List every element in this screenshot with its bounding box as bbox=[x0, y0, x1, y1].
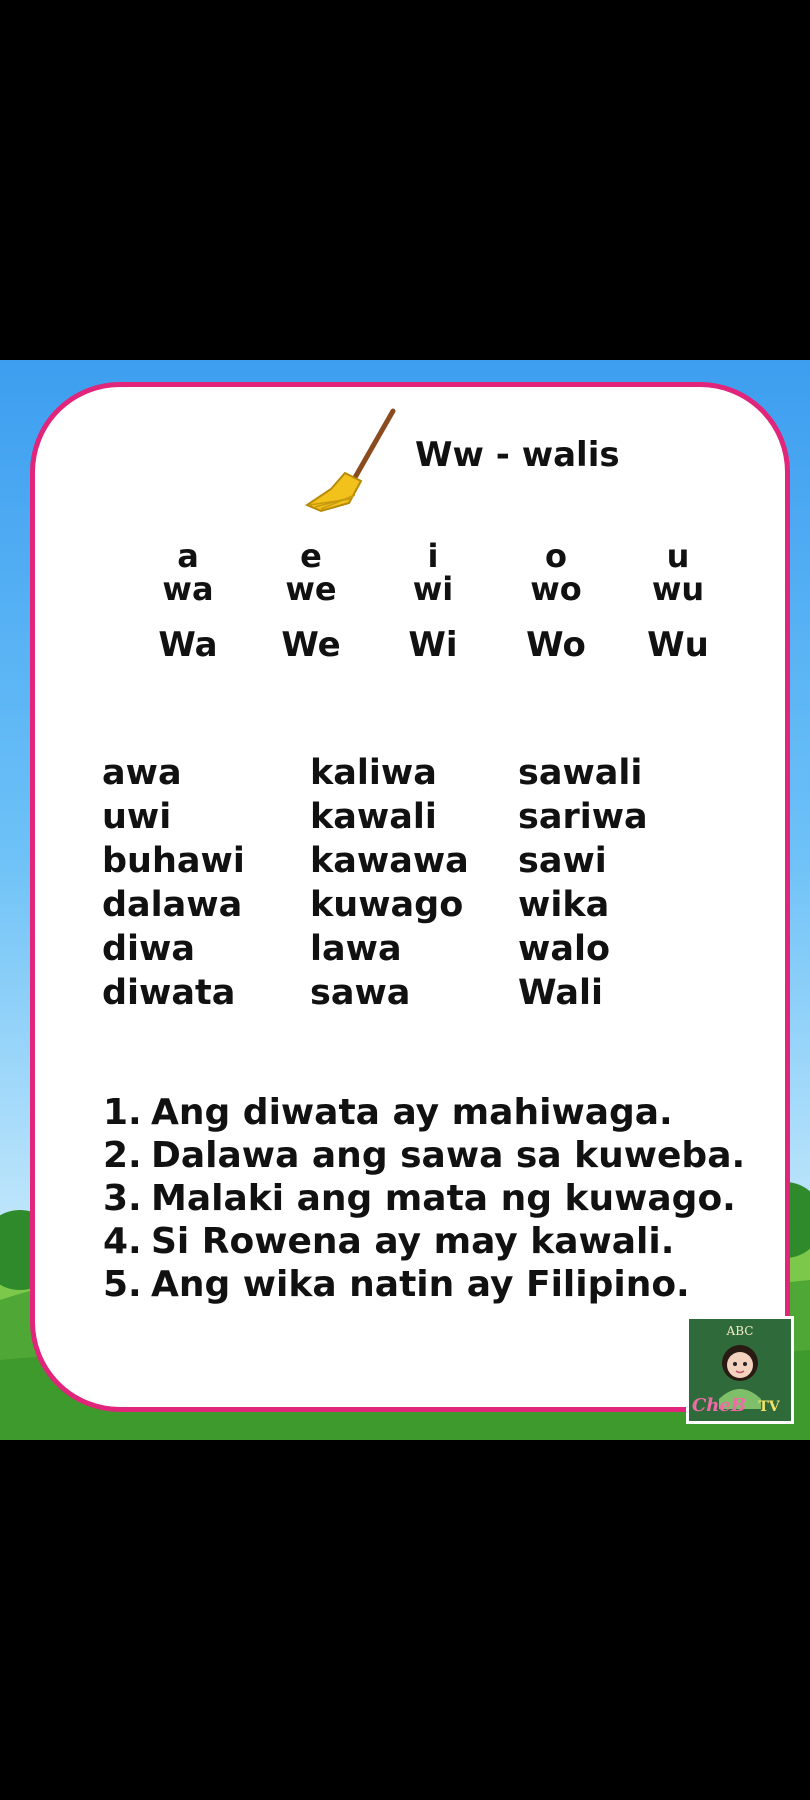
sentence-item bbox=[103, 1221, 674, 1262]
syllable-wo: wo bbox=[530, 570, 582, 608]
syllable-Wo: Wo bbox=[526, 625, 586, 665]
word-item: kawali bbox=[310, 797, 437, 837]
sentence-text: Dalawa ang sawa sa kuweba. bbox=[151, 1135, 746, 1176]
syllable-wu: wu bbox=[651, 570, 705, 608]
logo-abc: ABC bbox=[726, 1324, 754, 1338]
sentence-text: Ang diwata ay mahiwaga. bbox=[151, 1092, 673, 1133]
vowel-o: o bbox=[545, 537, 567, 575]
word-item: Wali bbox=[518, 973, 603, 1013]
syllable-wa: wa bbox=[162, 570, 214, 608]
syllable-wi: wi bbox=[412, 570, 454, 608]
sentence-item bbox=[103, 1092, 673, 1133]
word-item: uwi bbox=[102, 797, 172, 837]
page-title: Ww - walis bbox=[415, 435, 620, 475]
sentence-item bbox=[103, 1264, 690, 1305]
syllable-Wa: Wa bbox=[158, 625, 218, 665]
word-item: lawa bbox=[310, 929, 402, 969]
word-item: wika bbox=[518, 885, 610, 925]
syllable-Wu: Wu bbox=[647, 625, 709, 665]
lesson-card bbox=[30, 382, 790, 1412]
word-item: dalawa bbox=[102, 885, 243, 925]
sentence-number: 5. bbox=[103, 1264, 142, 1305]
sentence-item bbox=[103, 1135, 745, 1176]
logo-graphic bbox=[689, 1319, 791, 1421]
title-row bbox=[35, 387, 785, 537]
syllable-we: we bbox=[285, 570, 337, 608]
vowel-u: u bbox=[666, 537, 690, 575]
logo-tv: TV bbox=[758, 1399, 780, 1415]
word-item: kuwago bbox=[310, 885, 464, 925]
sentence-number: 1. bbox=[103, 1092, 142, 1133]
syllable-We: We bbox=[281, 625, 341, 665]
sentence-text: Ang wika natin ay Filipino. bbox=[151, 1264, 690, 1305]
vowel-i: i bbox=[427, 537, 439, 575]
word-item: walo bbox=[518, 929, 610, 969]
channel-logo bbox=[686, 1316, 794, 1424]
sentence-text: Si Rowena ay may kawali. bbox=[151, 1221, 675, 1262]
word-item: sariwa bbox=[518, 797, 648, 837]
sentence-number: 2. bbox=[103, 1135, 142, 1176]
sentence-text: Malaki ang mata ng kuwago. bbox=[151, 1178, 736, 1219]
vowel-a: a bbox=[177, 537, 199, 575]
word-item: sawa bbox=[310, 973, 411, 1013]
word-item: sawi bbox=[518, 841, 607, 881]
syllable-Wi: Wi bbox=[408, 625, 458, 665]
word-item: kaliwa bbox=[310, 753, 437, 793]
background-scene bbox=[0, 360, 810, 1440]
broom-icon bbox=[301, 407, 421, 517]
word-item: kawawa bbox=[310, 841, 469, 881]
word-item: buhawi bbox=[102, 841, 245, 881]
word-item: diwata bbox=[102, 973, 236, 1013]
word-item: sawali bbox=[518, 753, 643, 793]
sentence-number: 3. bbox=[103, 1178, 142, 1219]
word-item: awa bbox=[102, 753, 182, 793]
sentence-number: 4. bbox=[103, 1221, 142, 1262]
logo-brand: CheB bbox=[691, 1395, 747, 1416]
vowel-e: e bbox=[300, 537, 322, 575]
word-item: diwa bbox=[102, 929, 196, 969]
sentence-item bbox=[103, 1178, 736, 1219]
